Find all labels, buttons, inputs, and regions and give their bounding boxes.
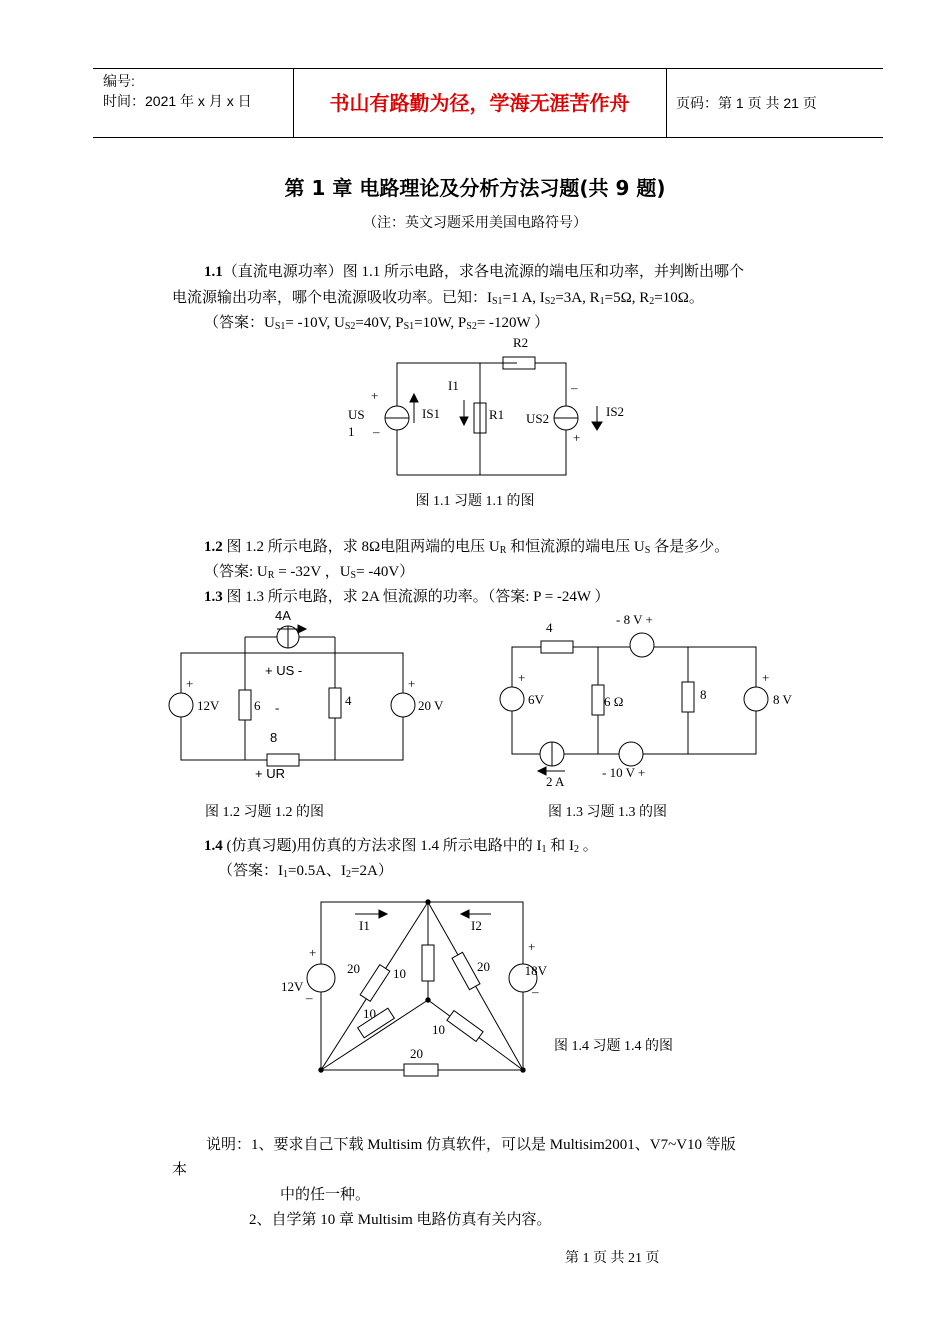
svg-text:8: 8 [270,730,278,745]
note-line-1: 说明：1、要求自己下载 Multisim 仿真软件，可以是 Multisim2001、V7~V10 等版 [206,1137,736,1153]
svg-text:–: – [571,380,578,395]
svg-text:+: + [518,670,526,685]
voltage-source-6v [500,687,524,711]
voltage-source-8v-top [630,633,654,657]
svg-text:US: US [348,407,365,422]
problem-1-1-line1: 1.1（直流电源功率）图 1.1 所示电路，求各电流源的端电压和功率，并判断出哪个 [204,264,745,280]
problem-1-1-answer: （答案：$U_{S1}= -10V$, $U_{S2}=40V$, $P_{S1}=10W$, $P_{S2}= -120W$ ） [204,315,550,332]
svg-text:IS2: IS2 [606,404,625,419]
svg-text:8: 8 [700,687,707,702]
problem-1-2-answer: （答案: $U_R = -32V$ ，$U_S= -40V$） [204,564,415,581]
svg-text:+: + [528,939,536,954]
svg-text:6V: 6V [528,692,544,707]
voltage-source-8v-right [744,687,768,711]
note-line-3: 2、自学第 10 章 Multisim 电路仿真有关内容。 [249,1212,552,1228]
svg-text:6: 6 [254,698,261,713]
figure-1-2 [165,605,465,790]
svg-text:US2: US2 [526,411,550,426]
svg-text:4: 4 [345,693,352,708]
voltage-source-10v [619,742,643,766]
svg-text:- 10 V +: - 10 V + [602,765,646,780]
svg-text:+ UR: + UR [255,766,285,781]
svg-text:2 A: 2 A [546,774,565,789]
problem-1-2-text: 1.2 图 1.2 所示电路，求 8Ω电阻两端的电压 $U_R$ 和恒流源的端电压 $U_S$ 各是多少。 [204,539,730,556]
figure-1-1 [330,330,650,490]
resistor-10-left [360,965,390,1002]
resistor-20-bottom [404,1064,438,1076]
svg-text:+: + [309,945,317,960]
figure-1-1-caption: 图 1.1 习题 1.1 的图 [415,494,535,509]
problem-1-4-answer: （答案：$I_1=0.5A$、$I_2=2A$） [218,863,393,880]
resistor-20-center [422,945,434,981]
resistor-8 [267,754,299,766]
svg-text:+: + [762,670,770,685]
svg-text:+: + [186,676,194,691]
svg-text:+: + [573,430,581,445]
motto: 书山有路勤为径，学海无涯苦作舟 [329,91,630,115]
figure-1-4-caption: 图 1.4 习题 1.4 的图 [554,1039,673,1054]
svg-text:+: + [371,388,379,403]
svg-text:4A: 4A [275,608,291,623]
problem-1-4-text: 1.4 (仿真习题)用仿真的方法求图 1.4 所示电路中的 $I_1$ 和 $I_2$ 。 [204,838,598,855]
svg-text:12V: 12V [281,979,304,994]
svg-text:- 8 V +: - 8 V + [616,612,653,627]
resistor-10-lowright [447,1011,483,1042]
svg-text:6 Ω: 6 Ω [604,694,624,709]
svg-text:18V: 18V [524,963,547,978]
resistor-6 [239,690,251,720]
page-label: 页码：第 1 页 共 21 页 [676,95,817,111]
figure-1-3-caption: 图 1.3 习题 1.3 的图 [548,805,667,820]
svg-text:10: 10 [393,966,406,981]
figure-1-2-caption: 图 1.2 习题 1.2 的图 [205,805,324,820]
svg-text:IS1: IS1 [422,406,441,421]
note-line-2: 中的任一种。 [280,1187,371,1203]
svg-text:8 V: 8 V [773,692,792,707]
svg-text:10: 10 [432,1022,445,1037]
figure-1-4 [275,893,555,1083]
svg-text:–: – [532,984,539,999]
svg-text:–: – [373,424,380,439]
figure-1-3 [495,605,805,790]
svg-text:+ US -: + US - [265,663,303,678]
note-line-1b: 本 [172,1162,188,1178]
svg-text:20: 20 [410,1046,423,1061]
number-label: 编号: [103,73,135,89]
svg-text:10: 10 [363,1006,376,1021]
svg-text:+: + [408,676,416,691]
voltage-source-12v [307,964,335,992]
svg-text:I1: I1 [448,378,459,393]
voltage-source-20v [391,693,415,717]
time-label: 时间：2021 年 x 月 x 日 [103,93,252,109]
chapter-title: 第 1 章 电路理论及分析方法习题(共 9 题) [284,176,666,200]
svg-text:-: - [275,700,280,715]
svg-text:–: – [306,990,313,1005]
chapter-note: （注：英文习题采用美国电路符号） [363,216,587,231]
svg-text:R1: R1 [489,407,505,422]
svg-text:20: 20 [477,959,490,974]
svg-text:R2: R2 [513,335,529,350]
svg-text:I2: I2 [471,918,482,933]
resistor-20-right [452,952,480,989]
resistor-4 [541,641,573,653]
svg-text:I1: I1 [359,918,370,933]
header-left [103,71,252,139]
resistor-4 [329,688,341,718]
resistor-8 [682,682,694,712]
svg-text:12V: 12V [197,698,220,713]
problem-1-1-line2: 电流源输出功率，哪个电流源吸收功率。已知：$I_{S1}=1$ A, $I_{S2}=3A$, $R_1=5\Omega$, $R_2=10\Omega$。 [172,290,704,307]
voltage-source-12v [169,693,193,717]
resistor-6ohm [592,685,604,715]
problem-1-3-text: 1.3 图 1.3 所示电路，求 2A 恒流源的功率。（答案: P = -24W ） [204,589,610,605]
svg-text:20: 20 [347,961,360,976]
header-table [93,68,883,138]
page-footer: 第 1 页 共 21 页 [565,1251,660,1266]
svg-text:4: 4 [546,620,553,635]
svg-text:20 V: 20 V [418,698,444,713]
svg-text:1: 1 [348,424,355,439]
